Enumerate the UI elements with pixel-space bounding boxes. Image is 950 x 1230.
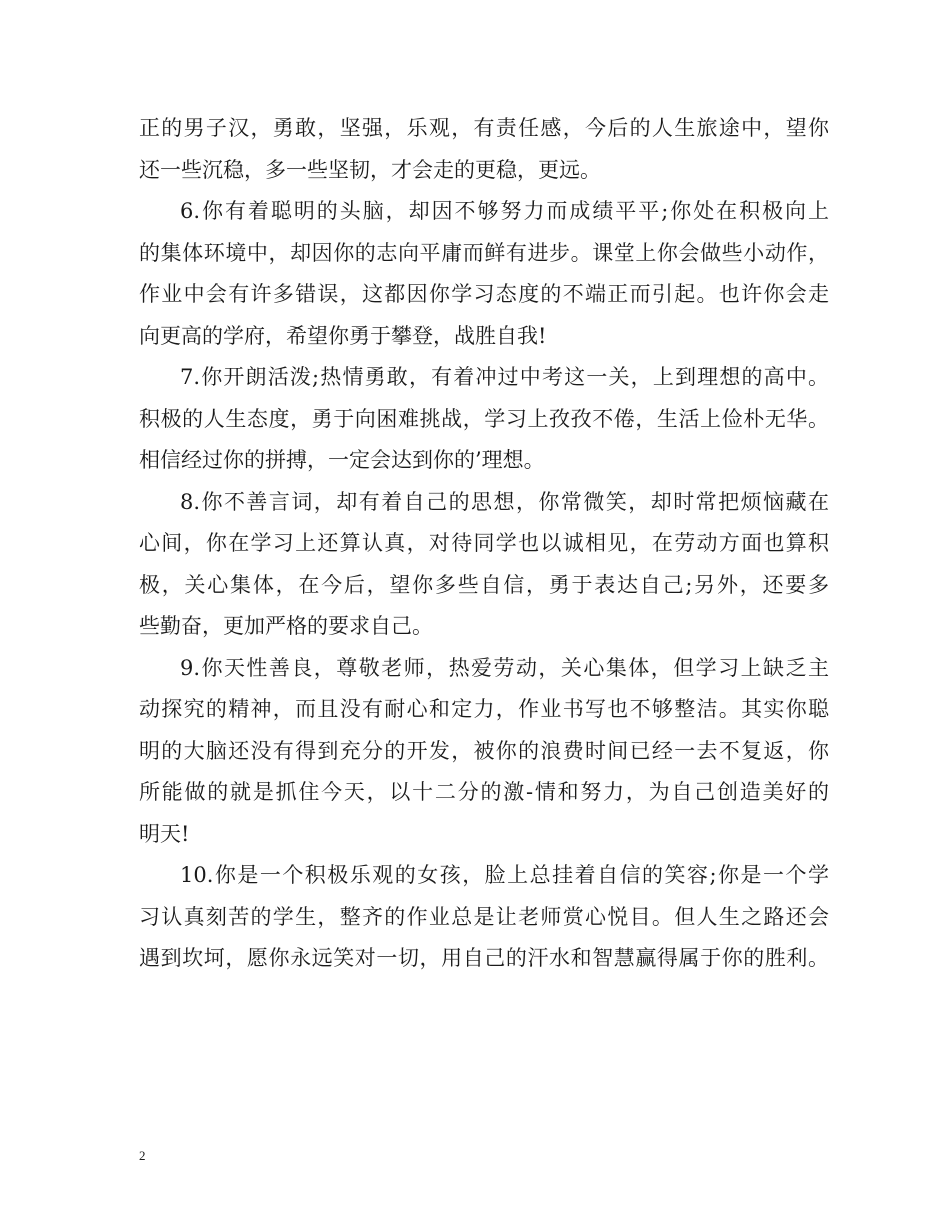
text-line: 向更高的学府，希望你勇于攀登，战胜自我!: [139, 323, 547, 348]
text-line: 积极的人生态度，勇于向困难挑战，学习上孜孜不倦，生活上俭朴无华。: [139, 406, 829, 431]
text-line: 相信经过你的拼搏，一定会达到你的’理想。: [139, 448, 545, 472]
paragraph-start-9: 9.你天性善良，尊敬老师，热爱劳动，关心集体，但学习上缺乏主: [180, 655, 829, 680]
page-number: 2: [139, 1148, 146, 1163]
text-line: 作业中会有许多错误，这都因你学习态度的不端正而引起。也许你会走: [139, 282, 829, 306]
text-line: 些勤奋，更加严格的要求自己。: [139, 614, 433, 638]
paragraph-start-6: 6.你有着聪明的头脑，却因不够努力而成绩平平;你处在积极向上: [180, 199, 829, 223]
text-line: 的集体环境中，却因你的志向平庸而鲜有进步。课堂上你会做些小动作，: [139, 240, 829, 265]
text-line: 明天!: [139, 821, 190, 846]
body-text: [139, 108, 829, 980]
text-line: 遇到坎坷，愿你永远笑对一切，用自己的汗水和智慧赢得属于你的胜利。: [139, 946, 829, 970]
text-line: 极，关心集体，在今后，望你多些自信，勇于表达自己;另外，还要多: [139, 572, 829, 597]
text-line: 所能做的就是抓住今天，以十二分的激-情和努力，为自己创造美好的: [139, 780, 829, 804]
text-line: 心间，你在学习上还算认真，对待同学也以诚相见，在劳动方面也算积: [139, 531, 829, 555]
text-line: 正的男子汉，勇敢，坚强，乐观，有责任感，今后的人生旅途中，望你: [139, 116, 829, 140]
text-line: 明的大脑还没有得到充分的开发，被你的浪费时间已经一去不复返，你: [139, 738, 829, 763]
text-line: 动探究的精神，而且没有耐心和定力，作业书写也不够整洁。其实你聪: [139, 697, 829, 721]
paragraph-start-7: 7.你开朗活泼;热情勇敢，有着冲过中考这一关，上到理想的高中。: [180, 365, 829, 389]
text-line: 习认真刻苦的学生，整齐的作业总是让老师赏心悦目。但人生之路还会: [139, 904, 829, 929]
paragraph-start-10: 10.你是一个积极乐观的女孩，脸上总挂着自信的笑容;你是一个学: [180, 863, 829, 887]
paragraph-start-8: 8.你不善言词，却有着自己的思想，你常微笑，却时常把烦恼藏在: [180, 489, 829, 514]
text-line: 还一些沉稳，多一些坚韧，才会走的更稳，更远。: [139, 157, 601, 182]
